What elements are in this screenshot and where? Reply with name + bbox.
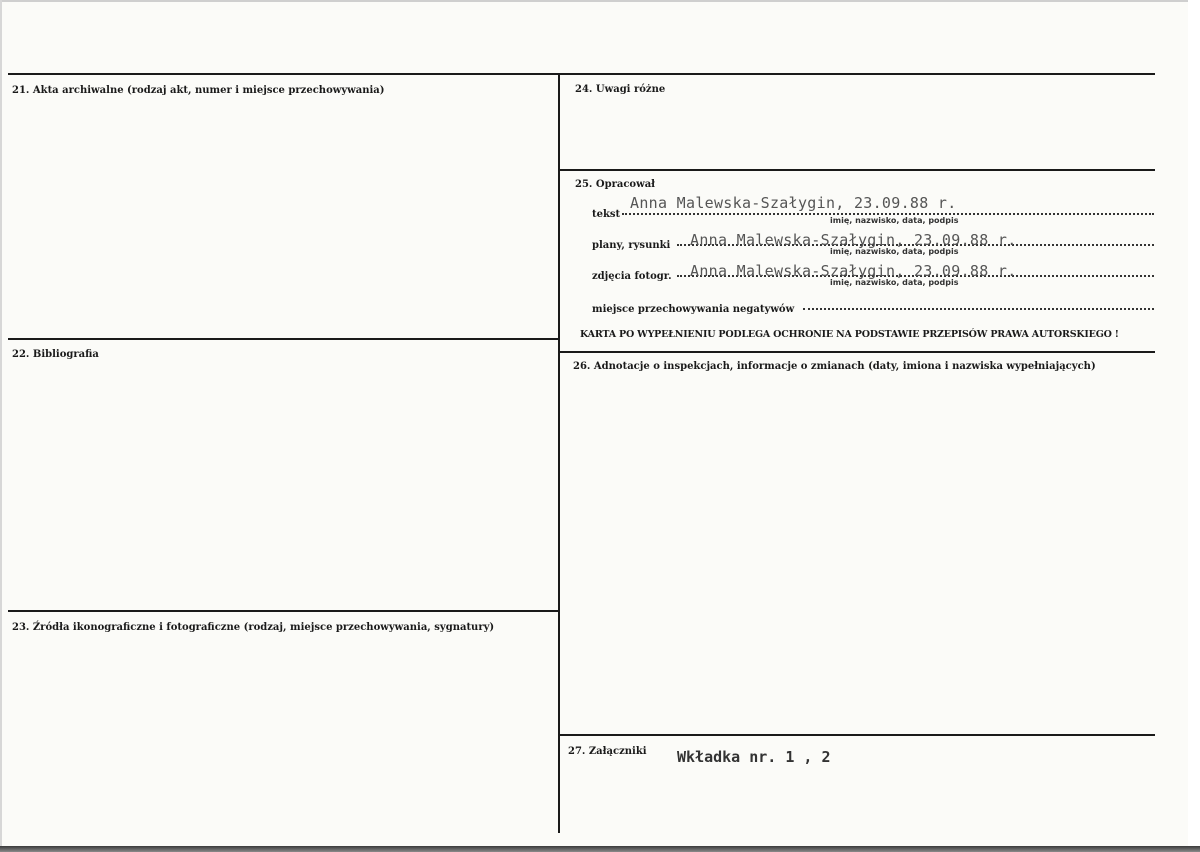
zdjecia-value: Anna Malewska-Szałygin, 23.09.88 r. xyxy=(690,262,1017,280)
tekst-value: Anna Malewska-Szałygin, 23.09.88 r. xyxy=(630,194,957,212)
rule-24-25 xyxy=(560,169,1155,171)
tekst-hint: imię, nazwisko, data, podpis xyxy=(830,216,959,225)
tekst-label: tekst xyxy=(592,209,621,220)
tekst-dotted-line xyxy=(622,213,1154,215)
plany-hint: imię, nazwisko, data, podpis xyxy=(830,247,959,256)
zdjecia-label: zdjęcia fotogr. xyxy=(592,271,672,282)
negatywy-label: miejsce przechowywania negatywów xyxy=(592,304,795,315)
section-25-label: 25. Opracował xyxy=(575,179,656,190)
rule-26-27 xyxy=(560,734,1155,736)
plany-value: Anna Malewska-Szałygin, 23.09.88 r. xyxy=(690,231,1017,249)
card-top-edge xyxy=(0,0,1190,2)
zdjecia-hint: imię, nazwisko, data, podpis xyxy=(830,278,959,287)
negatywy-dotted-line xyxy=(803,308,1154,310)
copyright-notice: KARTA PO WYPEŁNIENIU PODLEGA OCHRONIE NA PODSTAWIE PRZEPISÓW PRAWA AUTORSKIEGO ! xyxy=(580,329,1119,340)
card-right-margin xyxy=(1188,0,1200,852)
section-24-label: 24. Uwagi różne xyxy=(575,84,666,95)
section-26-label: 26. Adnotacje o inspekcjach, informacje o zmianach (daty, imiona i nazwiska wypełniających) xyxy=(573,361,1096,372)
rule-21-22 xyxy=(8,338,558,340)
card-left-edge xyxy=(0,0,2,846)
card-bottom-shadow xyxy=(0,846,1200,852)
rule-22-23 xyxy=(8,610,558,612)
zalaczniki-value: Wkładka nr. 1 , 2 xyxy=(677,748,831,766)
section-27-label: 27. Załączniki xyxy=(568,746,647,757)
top-rule xyxy=(8,73,1155,75)
section-21-label: 21. Akta archiwalne (rodzaj akt, numer i miejsce przechowywania) xyxy=(12,85,385,96)
section-23-label: 23. Źródła ikonograficzne i fotograficzne (rodzaj, miejsce przechowywania, sygnatury) xyxy=(12,622,495,633)
center-divider xyxy=(558,73,560,833)
plany-label: plany, rysunki xyxy=(592,240,671,251)
rule-25-26 xyxy=(560,351,1155,353)
section-22-label: 22. Bibliografia xyxy=(12,349,99,360)
